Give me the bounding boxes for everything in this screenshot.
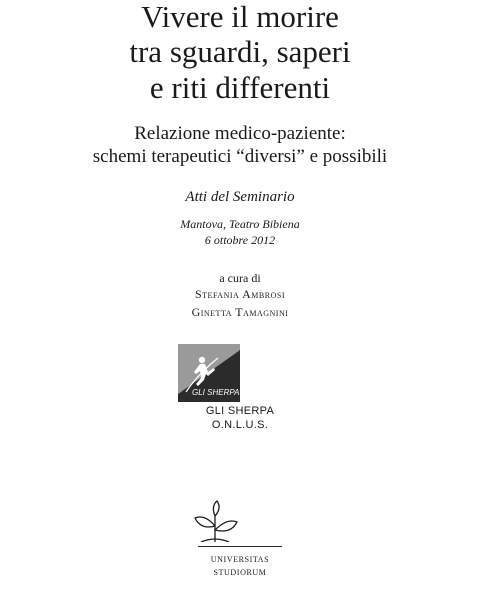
editor-name: Stefania Ambrosi: [195, 287, 285, 301]
subtitle-line-2: schemi terapeutici “diversi” e possibili: [92, 146, 388, 167]
subtitle-line-1: Relazione medico-paziente:: [134, 123, 346, 144]
event-date: 6 ottobre 2012: [204, 233, 276, 247]
organization-name: GLI SHERPA: [205, 405, 275, 417]
title-line-3: e riti differenti: [149, 70, 331, 105]
title-line-1: Vivere il morire: [141, 0, 339, 34]
logo-caption: GLI SHERPA: [192, 388, 240, 397]
publisher-name-line-2: STUDIORUM: [213, 568, 267, 577]
title-line-2: tra sguardi, saperi: [129, 34, 351, 69]
editor-name: Ginetta Tamagnini: [191, 305, 289, 319]
editors-intro: a cura di: [219, 271, 261, 285]
organization-status: O.N.L.U.S.: [211, 419, 269, 431]
publisher-divider: [198, 546, 282, 547]
publisher-name-line-1: UNIVERSITAS: [210, 555, 270, 564]
sherpa-logo: [178, 344, 240, 402]
event-place: Mantova, Teatro Bibiena: [180, 217, 300, 231]
event-label: Atti del Seminario: [185, 189, 295, 205]
sprout-logo-icon: [187, 500, 243, 542]
